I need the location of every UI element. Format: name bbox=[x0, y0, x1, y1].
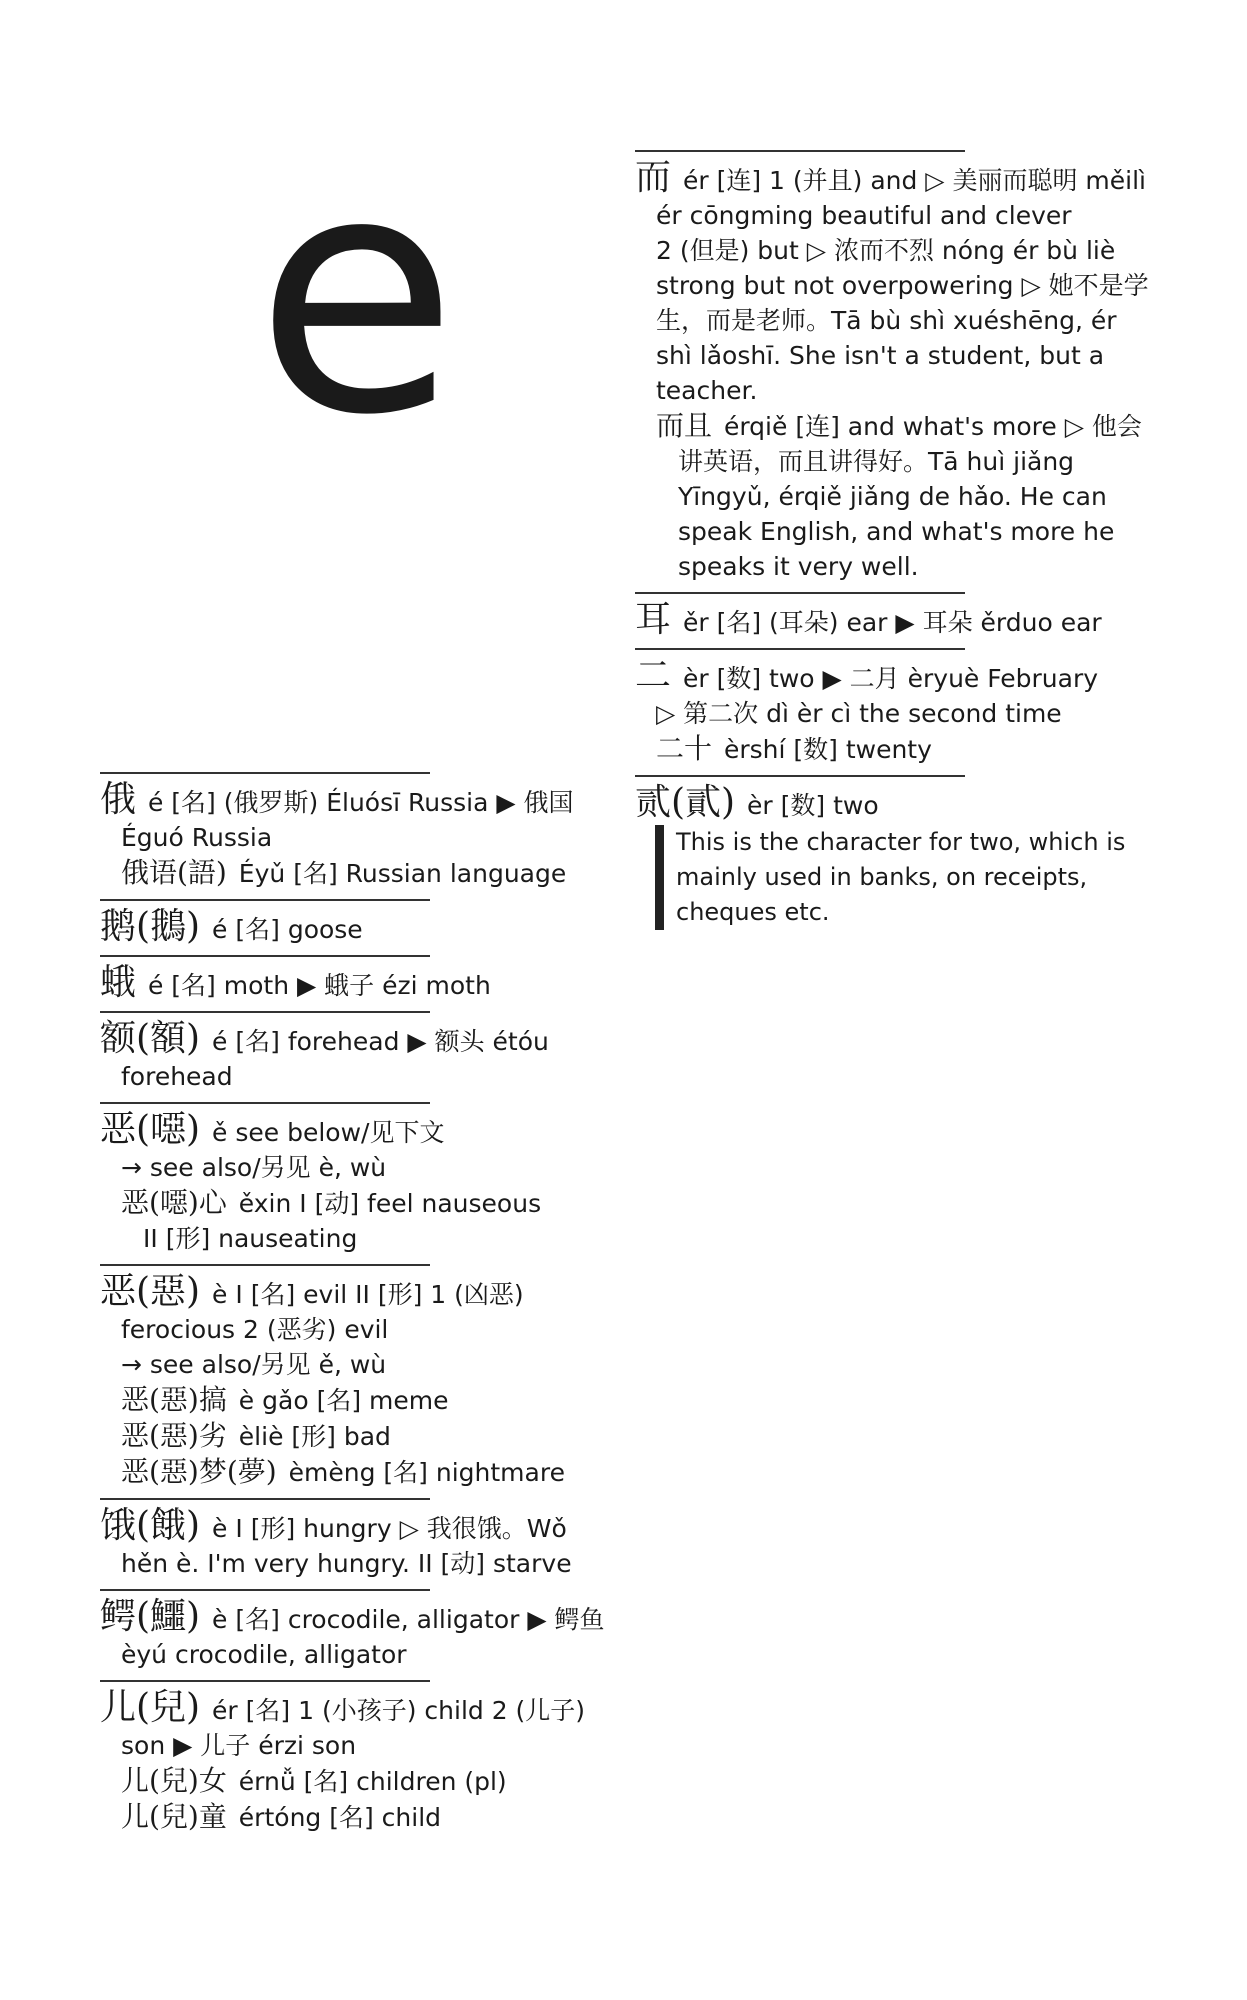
entry-line bbox=[100, 1312, 600, 1347]
definition-text: → see also/另见 ě, wù bbox=[121, 1350, 387, 1379]
right-column bbox=[635, 150, 1155, 938]
dictionary-entry bbox=[635, 781, 1155, 938]
definition-text: ěxin I [动] feel nauseous bbox=[230, 1189, 542, 1218]
headword: 额(額) bbox=[100, 1018, 201, 1059]
entry-separator bbox=[100, 772, 430, 774]
definition-text: II [形] nauseating bbox=[143, 1224, 358, 1253]
entry-line bbox=[100, 1347, 600, 1382]
dictionary-entry bbox=[635, 598, 1155, 648]
dictionary-entry bbox=[100, 1595, 605, 1680]
entry-line bbox=[100, 1059, 600, 1094]
headword: 耳 bbox=[635, 599, 672, 640]
entry-line bbox=[100, 1454, 600, 1490]
definition-text: èmèng [名] nightmare bbox=[280, 1458, 565, 1487]
definition-text: Éyǔ [名] Russian language bbox=[230, 859, 567, 888]
entry-line bbox=[635, 696, 1155, 731]
entry-separator bbox=[635, 592, 965, 594]
entry-line bbox=[100, 1271, 600, 1312]
dictionary-entry bbox=[100, 1686, 600, 1843]
definition-text: è I [名] evil II [形] 1 (凶恶) bbox=[204, 1280, 524, 1309]
definition-text: speaks it very well. bbox=[678, 552, 919, 581]
dictionary-entry bbox=[635, 156, 1155, 592]
headword: 儿(兒) bbox=[100, 1687, 201, 1728]
dictionary-entry bbox=[100, 1504, 600, 1589]
entry-line bbox=[635, 782, 1155, 823]
entry-line bbox=[635, 479, 1155, 514]
definition-text: ▷ 第二次 dì èr cì the second time bbox=[656, 699, 1062, 728]
entry-line bbox=[100, 1799, 600, 1835]
definition-text: é [名] moth ▶ 蛾子 ézi moth bbox=[140, 971, 491, 1000]
dictionary-entry bbox=[100, 1270, 600, 1498]
entry-separator bbox=[100, 1264, 430, 1266]
definition-text: èliè [形] bad bbox=[230, 1422, 391, 1451]
entry-line bbox=[635, 599, 1155, 640]
headword: 贰(貳) bbox=[635, 782, 736, 823]
entry-line bbox=[100, 820, 600, 855]
headword: 鳄(鱷) bbox=[100, 1596, 201, 1637]
definition-text: érqiě [连] and what's more ▷ 他会 bbox=[716, 412, 1142, 441]
headword: 恶(惡) bbox=[100, 1271, 201, 1312]
sub-headword: 儿(兒)女 bbox=[121, 1764, 227, 1797]
definition-text: ér [名] 1 (小孩子) child 2 (儿子) bbox=[204, 1696, 586, 1725]
entry-line bbox=[635, 655, 1155, 696]
definition-text: èyú crocodile, alligator bbox=[121, 1640, 407, 1669]
entry-line bbox=[635, 303, 1155, 338]
usage-note-line: cheques etc. bbox=[676, 898, 830, 926]
entry-line bbox=[100, 779, 600, 820]
entry-line bbox=[100, 1763, 600, 1799]
entry-line bbox=[100, 906, 600, 947]
headword: 二 bbox=[635, 655, 672, 696]
entry-line bbox=[100, 1382, 600, 1418]
entry-separator bbox=[635, 150, 965, 152]
entry-separator bbox=[635, 648, 965, 650]
headword: 俄 bbox=[100, 779, 137, 820]
definition-text: son ▶ 儿子 érzi son bbox=[121, 1731, 357, 1760]
definition-text: forehead bbox=[121, 1062, 233, 1091]
entry-separator bbox=[100, 1498, 430, 1500]
entry-line bbox=[635, 338, 1155, 373]
entry-line bbox=[100, 855, 600, 891]
definition-text: èrshí [数] twenty bbox=[716, 735, 932, 764]
sub-headword: 二十 bbox=[656, 732, 713, 765]
entry-separator bbox=[100, 1680, 430, 1682]
entry-line bbox=[100, 1546, 600, 1581]
entry-line bbox=[635, 408, 1155, 444]
headword: 恶(噁) bbox=[100, 1109, 201, 1150]
entry-line bbox=[100, 962, 600, 1003]
entry-line bbox=[635, 373, 1155, 408]
definition-text: → see also/另见 è, wù bbox=[121, 1153, 387, 1182]
definition-text: hěn è. I'm very hungry. II [动] starve bbox=[121, 1549, 572, 1578]
sub-headword: 儿(兒)童 bbox=[121, 1800, 227, 1833]
dictionary-entry bbox=[100, 961, 600, 1011]
entry-separator bbox=[100, 955, 430, 957]
entry-line bbox=[100, 1505, 600, 1546]
sub-headword: 俄语(語) bbox=[121, 856, 227, 889]
entry-separator bbox=[100, 899, 430, 901]
definition-text: speak English, and what's more he bbox=[678, 517, 1115, 546]
entry-separator bbox=[635, 775, 965, 777]
entry-line bbox=[100, 1687, 600, 1728]
entry-line bbox=[100, 1221, 600, 1256]
entry-line bbox=[100, 1150, 600, 1185]
definition-text: ě see below/见下文 bbox=[204, 1118, 445, 1147]
definition-text: é [名] forehead ▶ 额头 étóu bbox=[204, 1027, 549, 1056]
definition-text: érnǚ [名] children (pl) bbox=[230, 1767, 507, 1796]
definition-text: èr [数] two bbox=[739, 791, 879, 820]
definition-text: ferocious 2 (恶劣) evil bbox=[121, 1315, 389, 1344]
definition-text: ér cōngming beautiful and clever bbox=[656, 201, 1072, 230]
entry-line bbox=[100, 1418, 600, 1454]
entry-line bbox=[100, 1109, 600, 1150]
definition-text: értóng [名] child bbox=[230, 1803, 442, 1832]
entry-line bbox=[635, 233, 1155, 268]
sub-headword: 恶(噁)心 bbox=[121, 1186, 227, 1219]
entry-line bbox=[100, 1018, 600, 1059]
definition-text: è [名] crocodile, alligator ▶ 鳄鱼 bbox=[204, 1605, 605, 1634]
usage-note bbox=[655, 825, 1155, 930]
definition-text: Yīngyǔ, érqiě jiǎng de hǎo. He can bbox=[678, 482, 1107, 511]
entry-line bbox=[100, 1596, 605, 1637]
entry-separator bbox=[100, 1011, 430, 1013]
definition-text: ěr [名] (耳朵) ear ▶ 耳朵 ěrduo ear bbox=[675, 608, 1102, 637]
entry-separator bbox=[100, 1102, 430, 1104]
entry-line bbox=[635, 198, 1155, 233]
section-letter: e bbox=[255, 103, 459, 487]
definition-text: ér [连] 1 (并且) and ▷ 美丽而聪明 měilì bbox=[675, 166, 1147, 195]
entry-line bbox=[100, 1637, 600, 1672]
definition-text: è gǎo [名] meme bbox=[230, 1386, 449, 1415]
entry-line bbox=[635, 731, 1155, 767]
sub-headword: 恶(惡)梦(夢) bbox=[121, 1455, 277, 1488]
dictionary-entry bbox=[100, 905, 600, 955]
entry-line bbox=[635, 444, 1155, 479]
entry-line bbox=[100, 1185, 600, 1221]
entry-line bbox=[100, 1728, 600, 1763]
definition-text: strong but not overpowering ▷ 她不是学 bbox=[656, 271, 1149, 300]
headword: 饿(餓) bbox=[100, 1505, 201, 1546]
entry-line bbox=[635, 268, 1155, 303]
dictionary-entry bbox=[635, 654, 1155, 775]
dictionary-entry bbox=[100, 1108, 600, 1264]
definition-text: é [名] (俄罗斯) Éluósī Russia ▶ 俄国 bbox=[140, 788, 574, 817]
sub-headword: 恶(惡)搞 bbox=[121, 1383, 227, 1416]
definition-text: 讲英语，而且讲得好。Tā huì jiǎng bbox=[678, 447, 1075, 476]
dictionary-entry bbox=[100, 1017, 600, 1102]
headword: 鹅(鵝) bbox=[100, 906, 201, 947]
definition-text: é [名] goose bbox=[204, 915, 363, 944]
entry-line bbox=[635, 514, 1155, 549]
definition-text: Éguó Russia bbox=[121, 823, 273, 852]
definition-text: teacher. bbox=[656, 376, 758, 405]
definition-text: shì lǎoshī. She isn't a student, but a bbox=[656, 341, 1105, 370]
dictionary-entry bbox=[100, 778, 600, 899]
headword: 蛾 bbox=[100, 962, 137, 1003]
definition-text: 生，而是老师。Tā bù shì xuéshēng, ér bbox=[656, 306, 1117, 335]
usage-note-line: mainly used in banks, on receipts, bbox=[676, 863, 1088, 891]
headword: 而 bbox=[635, 157, 672, 198]
entry-line bbox=[635, 157, 1155, 198]
definition-text: è I [形] hungry ▷ 我很饿。Wǒ bbox=[204, 1514, 567, 1543]
definition-text: èr [数] two ▶ 二月 èryuè February bbox=[675, 664, 1099, 693]
usage-note-line: This is the character for two, which is bbox=[676, 828, 1126, 856]
left-column bbox=[100, 772, 605, 1843]
sub-headword: 恶(惡)劣 bbox=[121, 1419, 227, 1452]
sub-headword: 而且 bbox=[656, 409, 713, 442]
entry-line bbox=[635, 549, 1155, 584]
entry-separator bbox=[100, 1589, 430, 1591]
definition-text: 2 (但是) but ▷ 浓而不烈 nóng ér bù liè bbox=[656, 236, 1116, 265]
